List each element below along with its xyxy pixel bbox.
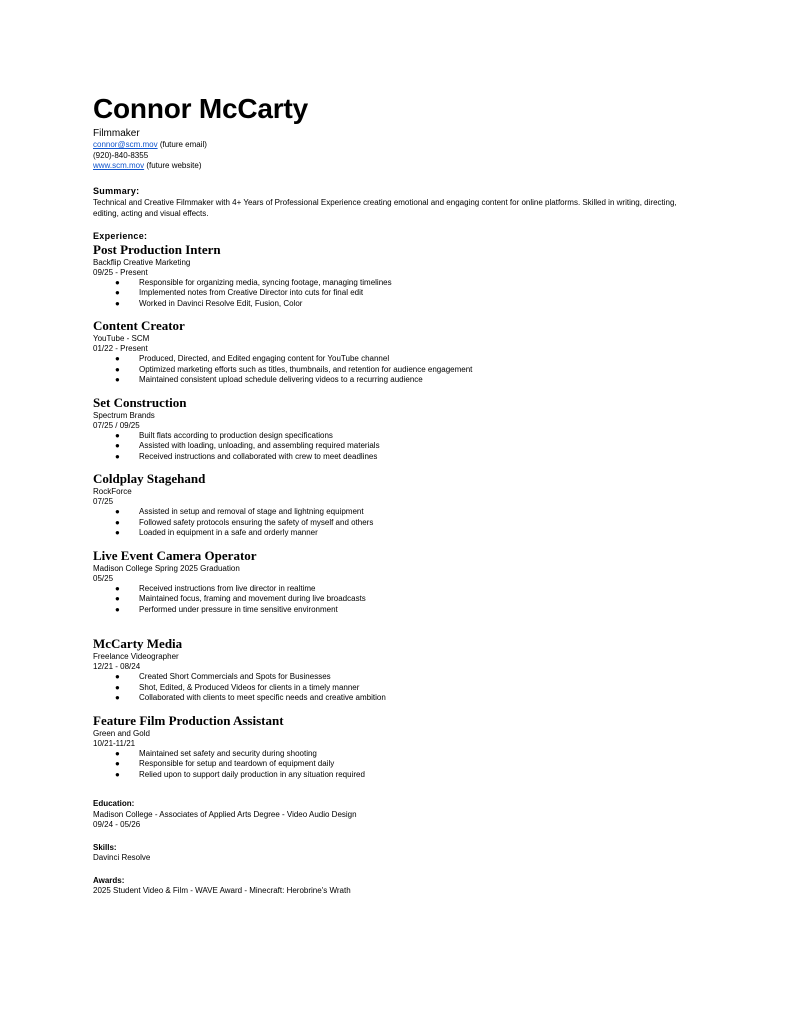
job-bullet-text: Responsible for organizing media, syncing footage, managing timelines bbox=[139, 277, 392, 287]
job-dates: 10/21-11/21 bbox=[93, 738, 136, 748]
job-dates: 12/21 - 08/24 bbox=[93, 662, 141, 671]
job-bullet-text: Worked in Davinci Resolve Edit, Fusion, Color bbox=[139, 298, 303, 308]
bullet-icon: ● bbox=[115, 748, 120, 758]
job-bullet bbox=[93, 683, 703, 694]
bullet-icon: ● bbox=[115, 517, 120, 527]
job-bullet-text: Assisted in setup and removal of stage and lightning equipment bbox=[139, 507, 364, 516]
bullet-icon: ● bbox=[115, 288, 120, 297]
job-bullet bbox=[93, 584, 703, 595]
bullet-icon: ● bbox=[115, 682, 120, 692]
job-bullet bbox=[93, 452, 703, 463]
job-organization: Green and Gold bbox=[93, 728, 150, 738]
bullet-icon: ● bbox=[115, 769, 120, 779]
job-title: Set Construction bbox=[93, 394, 187, 410]
job-title: McCarty Media bbox=[93, 636, 183, 651]
job-bullet-text: Received instructions from live director in realtime bbox=[139, 583, 316, 593]
job-bullet-list bbox=[93, 278, 703, 310]
email-note: (future email) bbox=[157, 140, 207, 149]
bullet-icon: ● bbox=[115, 759, 120, 768]
job-entry bbox=[93, 471, 703, 539]
job-bullet bbox=[93, 693, 703, 704]
job-bullet-text: Maintained focus, framing and movement during live broadcasts bbox=[139, 594, 366, 603]
job-bullet bbox=[93, 672, 703, 683]
bullet-icon: ● bbox=[115, 507, 120, 516]
website-line bbox=[93, 161, 703, 172]
skills-section bbox=[93, 843, 703, 864]
job-bullet bbox=[93, 441, 703, 452]
resume-title: Filmmaker bbox=[93, 128, 140, 139]
job-title: Post Production Intern bbox=[93, 241, 221, 257]
job-bullet-text: Collaborated with clients to meet specific needs and creative ambition bbox=[139, 693, 386, 702]
experience-heading: Experience: bbox=[93, 230, 148, 241]
job-bullet-list bbox=[93, 672, 703, 704]
job-dates: 09/25 - Present bbox=[93, 267, 148, 277]
job-bullet-text: Built flats according to production design specifications bbox=[139, 430, 333, 440]
phone-line: (920)-840-8355 bbox=[93, 150, 149, 160]
job-title: Live Event Camera Operator bbox=[93, 547, 257, 563]
job-bullet bbox=[93, 528, 703, 539]
bullet-icon: ● bbox=[115, 528, 120, 537]
job-bullet bbox=[93, 365, 703, 376]
summary-text: Technical and Creative Filmmaker with 4+ Years of Professional Experience creating emotional and engaging content for online platforms. Skilled in writing, directing, editing, acting and visual effects. bbox=[93, 197, 677, 218]
bullet-icon: ● bbox=[115, 277, 120, 287]
skills-line: Davinci Resolve bbox=[93, 853, 151, 862]
job-bullet-text: Produced, Directed, and Edited engaging content for YouTube channel bbox=[139, 354, 390, 363]
email-line bbox=[93, 140, 703, 151]
awards-section bbox=[93, 876, 703, 897]
job-title: Content Creator bbox=[93, 318, 185, 333]
education-section bbox=[93, 799, 703, 831]
job-title: Coldplay Stagehand bbox=[93, 471, 206, 486]
awards-heading: Awards: bbox=[93, 875, 125, 885]
bullet-icon: ● bbox=[115, 375, 120, 384]
job-bullet bbox=[93, 770, 703, 781]
job-entry bbox=[93, 636, 703, 704]
job-bullet-text: Performed under pressure in time sensitive environment bbox=[139, 604, 338, 614]
job-bullet-list bbox=[93, 354, 703, 386]
website-link[interactable]: www.scm.mov bbox=[93, 161, 145, 170]
job-organization: Backflip Creative Marketing bbox=[93, 257, 191, 267]
bullet-icon: ● bbox=[115, 364, 120, 374]
job-dates: 01/22 - Present bbox=[93, 344, 148, 353]
job-organization: Madison College Spring 2025 Graduation bbox=[93, 563, 240, 573]
education-dates: 09/24 - 05/26 bbox=[93, 820, 141, 829]
job-bullet-text: Maintained set safety and security during shooting bbox=[139, 748, 317, 758]
job-bullet-list bbox=[93, 749, 703, 781]
job-organization: Spectrum Brands bbox=[93, 410, 155, 420]
job-title: Feature Film Production Assistant bbox=[93, 712, 284, 728]
job-entry bbox=[93, 242, 703, 310]
job-bullet-text: Received instructions and collaborated with crew to meet deadlines bbox=[139, 451, 378, 461]
email-link[interactable]: connor@scm.mov bbox=[93, 140, 158, 149]
bullet-icon: ● bbox=[115, 430, 120, 440]
job-bullet bbox=[93, 605, 703, 616]
job-bullet-list bbox=[93, 431, 703, 463]
job-bullet-text: Implemented notes from Creative Director into cuts for final edit bbox=[139, 288, 364, 297]
job-organization: Freelance Videographer bbox=[93, 652, 179, 661]
experience-list bbox=[93, 242, 703, 781]
resume-name: Connor McCarty bbox=[93, 93, 308, 124]
job-bullet bbox=[93, 288, 703, 299]
education-heading: Education: bbox=[93, 799, 135, 808]
skills-heading: Skills: bbox=[93, 842, 117, 852]
job-bullet bbox=[93, 431, 703, 442]
job-bullet bbox=[93, 594, 703, 605]
bullet-icon: ● bbox=[115, 441, 120, 450]
bullet-icon: ● bbox=[115, 354, 120, 363]
bullet-icon: ● bbox=[115, 604, 120, 614]
job-bullet bbox=[93, 759, 703, 770]
job-entry bbox=[93, 548, 703, 616]
job-bullet bbox=[93, 749, 703, 760]
job-bullet-text: Assisted with loading, unloading, and assembling required materials bbox=[139, 441, 380, 450]
bullet-icon: ● bbox=[115, 693, 120, 702]
job-bullet-text: Followed safety protocols ensuring the safety of myself and others bbox=[139, 517, 374, 527]
job-bullet bbox=[93, 299, 703, 310]
website-note: (future website) bbox=[144, 161, 202, 170]
job-entry bbox=[93, 395, 703, 463]
job-bullet-text: Relied upon to support daily production in any situation required bbox=[139, 769, 365, 779]
resume-page bbox=[93, 93, 703, 897]
job-organization: RockForce bbox=[93, 487, 132, 496]
bullet-icon: ● bbox=[115, 298, 120, 308]
job-bullet bbox=[93, 518, 703, 529]
job-bullet bbox=[93, 507, 703, 518]
summary-heading: Summary: bbox=[93, 185, 140, 196]
bullet-icon: ● bbox=[115, 594, 120, 603]
job-dates: 07/25 bbox=[93, 497, 114, 506]
job-bullet-list bbox=[93, 584, 703, 616]
job-bullet-text: Maintained consistent upload schedule delivering videos to a recurring audience bbox=[139, 375, 423, 384]
job-bullet-text: Shot, Edited, & Produced Videos for clients in a timely manner bbox=[139, 682, 360, 692]
education-line: Madison College - Associates of Applied Arts Degree - Video Audio Design bbox=[93, 809, 357, 819]
job-dates: 05/25 bbox=[93, 573, 114, 583]
job-entry bbox=[93, 713, 703, 781]
job-entry bbox=[93, 318, 703, 386]
job-bullet-text: Optimized marketing efforts such as titles, thumbnails, and retention for audience engagement bbox=[139, 364, 473, 374]
bullet-icon: ● bbox=[115, 583, 120, 593]
job-bullet bbox=[93, 375, 703, 386]
job-bullet-text: Responsible for setup and teardown of equipment daily bbox=[139, 759, 335, 768]
job-bullet bbox=[93, 354, 703, 365]
bullet-icon: ● bbox=[115, 672, 120, 681]
job-dates: 07/25 / 09/25 bbox=[93, 420, 140, 430]
job-bullet-text: Created Short Commercials and Spots for Businesses bbox=[139, 672, 331, 681]
awards-line: 2025 Student Video & Film - WAVE Award - Minecraft: Herobrine's Wrath bbox=[93, 886, 351, 895]
job-bullet-text: Loaded in equipment in a safe and orderly manner bbox=[139, 528, 318, 537]
job-organization: YouTube - SCM bbox=[93, 334, 150, 343]
bullet-icon: ● bbox=[115, 451, 120, 461]
job-bullet bbox=[93, 278, 703, 289]
job-bullet-list bbox=[93, 507, 703, 539]
